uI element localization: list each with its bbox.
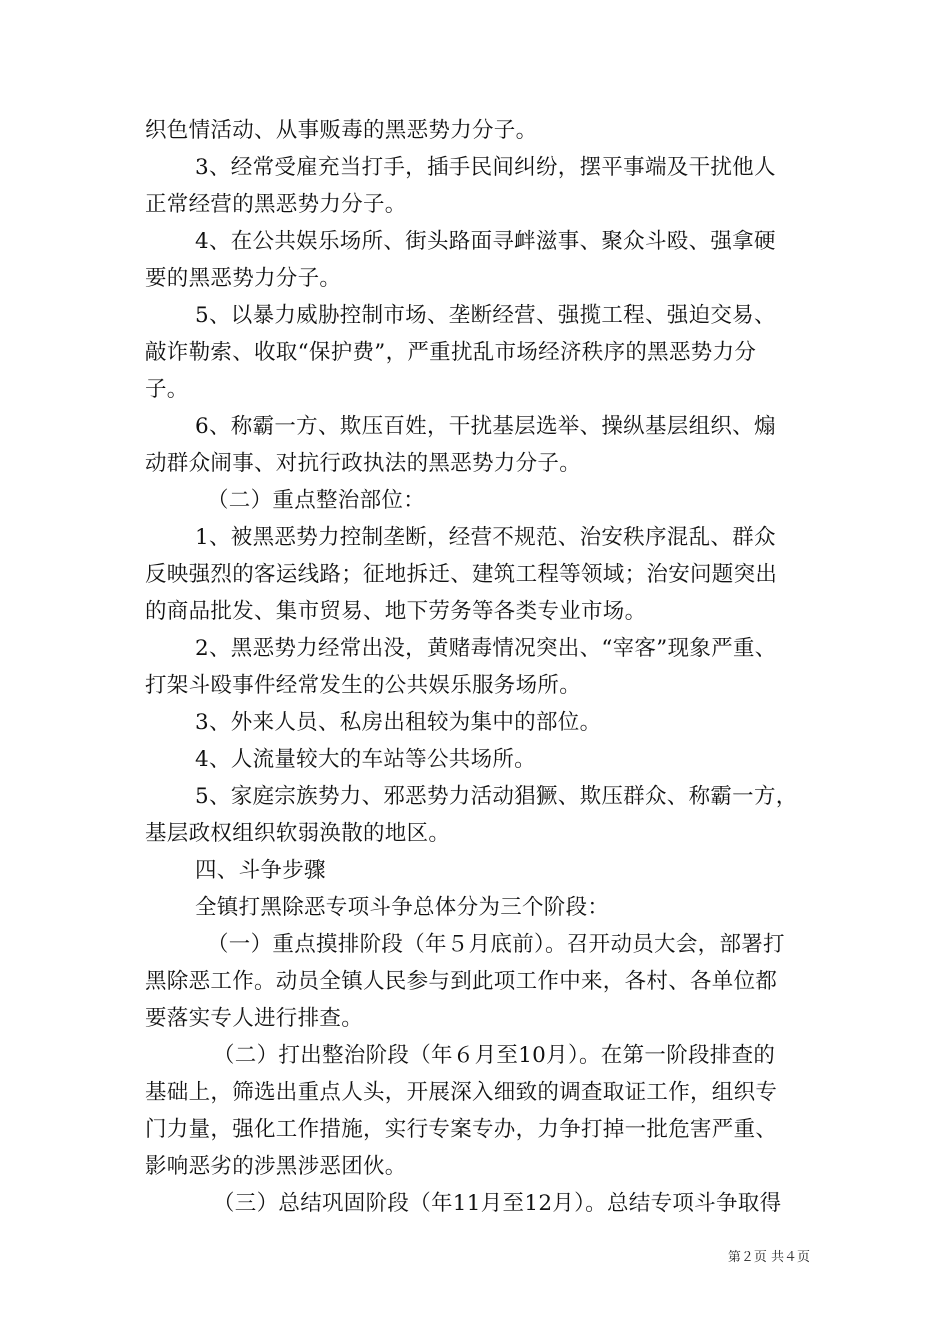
section-heading: （二）重点整治部位： — [207, 488, 426, 513]
text-line: 4、在公共娱乐场所、街头路面寻衅滋事、聚众斗殴、强拿硬 — [195, 229, 776, 254]
section-heading: 四、斗争步骤 — [195, 858, 326, 883]
text-line: 5、家庭宗族势力、邪恶势力活动猖獗、欺压群众、称霸一方， — [195, 784, 798, 809]
text-line: 1、被黑恶势力控制垄断，经营不规范、治安秩序混乱、群众 — [195, 525, 776, 550]
text-line: 全镇打黑除恶专项斗争总体分为三个阶段： — [195, 895, 610, 920]
text-line: 基础上，筛选出重点人头，开展深入细致的调查取证工作，组织专 — [145, 1080, 778, 1105]
text-line: 织色情活动、从事贩毒的黑恶势力分子。 — [145, 118, 538, 143]
text-line: 要落实专人进行排查。 — [145, 1006, 364, 1031]
text-line: 3、外来人员、私房出租较为集中的部位。 — [195, 710, 602, 735]
text-line: 反映强烈的客运线路；征地拆迁、建筑工程等领域；治安问题突出 — [145, 562, 778, 587]
text-line: 打架斗殴事件经常发生的公共娱乐服务场所。 — [145, 673, 582, 698]
page-number-footer: 第２页 共４页 — [727, 1250, 810, 1265]
document-body — [145, 112, 810, 1222]
text-line: （一）重点摸排阶段（年５月底前）。召开动员大会，部署打 — [207, 932, 785, 957]
text-line: 黑除恶工作。动员全镇人民参与到此项工作中来，各村、各单位都 — [145, 969, 778, 994]
text-line: 动群众闹事、对抗行政执法的黑恶势力分子。 — [145, 451, 582, 476]
text-line: 子。 — [145, 377, 189, 402]
text-line: 基层政权组织软弱涣散的地区。 — [145, 821, 451, 846]
text-line: （三）总结巩固阶段（年11月至12月）。总结专项斗争取得 — [213, 1191, 782, 1216]
text-line: 敲诈勒索、收取“保护费”，严重扰乱市场经济秩序的黑恶势力分 — [145, 340, 757, 365]
text-line: 门力量，强化工作措施，实行专案专办，力争打掉一批危害严重、 — [145, 1117, 778, 1142]
text-line: 5、以暴力威胁控制市场、垄断经营、强揽工程、强迫交易、 — [195, 303, 776, 328]
text-line: （二）打出整治阶段（年６月至10月）。在第一阶段排查的 — [213, 1043, 776, 1068]
text-line: 6、称霸一方、欺压百姓，干扰基层选举、操纵基层组织、煽 — [195, 414, 776, 439]
text-line: 2、黑恶势力经常出没，黄赌毒情况突出、“宰客”现象严重、 — [195, 636, 777, 661]
text-line: 影响恶劣的涉黑涉恶团伙。 — [145, 1154, 407, 1179]
text-line: 要的黑恶势力分子。 — [145, 266, 342, 291]
text-line: 3、经常受雇充当打手，插手民间纠纷，摆平事端及干扰他人 — [195, 155, 776, 180]
text-line: 的商品批发、集市贸易、地下劳务等各类专业市场。 — [145, 599, 647, 624]
text-line: 正常经营的黑恶势力分子。 — [145, 192, 407, 217]
text-line: 4、人流量较大的车站等公共场所。 — [195, 747, 536, 772]
